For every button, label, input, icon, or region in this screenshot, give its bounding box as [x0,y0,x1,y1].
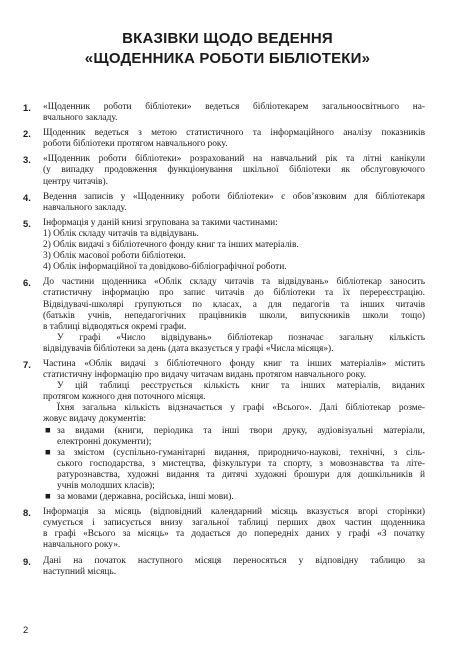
item-text [43,507,425,551]
bullet-text: за змістом (суспільно-гуманітарні видання, природничо-наукові, технічні, з сіль- [57,447,425,458]
text-line [43,492,425,503]
text-line: протягом кожного дня поточного місяця. [43,392,206,403]
list-item [23,128,425,150]
text-line: 3) Облік масової роботи бібліотеки. [43,251,186,262]
item-number: 5. [23,217,31,229]
list-item [23,556,425,578]
item-text [43,556,425,578]
text-line: роботи бібліотеки протягом навчального року. [43,139,228,150]
page-number: 2 [23,624,29,635]
text-line: До частини щоденника «Облік складу читачів та відвідувань» бібліотекар заносить [43,277,425,288]
text-line: Інформація у даній книзі згрупована за такими частинами: [43,217,278,228]
text-line: електронні документи); [57,436,152,447]
text-line: учнів молодших класів); [57,481,155,491]
text-line: сумується і записується внизу загальної таблиці перших двох частин щоденника [43,518,425,529]
item-number: 7. [23,358,31,370]
text-line: У цій таблиці реєструється кількість книг та інших матеріалів, виданих [57,381,425,392]
item-text [43,277,425,355]
text-line: Дані на початок наступного місяця переносяться у відповідну таблицю за [43,555,425,566]
list-item [23,154,425,187]
text-line: відвідувачів бібліотеки за день (дата вказується у графі «Числа місяця»). [43,343,334,354]
text-line: навчального закладу. [43,202,127,213]
item-text [43,218,425,273]
list-item [23,359,425,503]
item-number: 9. [23,555,31,567]
item-number: 2. [23,128,31,140]
text-line: статистичну інформацію про видачу читачам видань протягом навчального року. [43,370,367,381]
text-line: У графі «Число відвідувань» бібліотекар позначає загальну кількість [57,332,425,343]
text-line: в таблиці відводяться окремі графи. [43,321,187,332]
text-line: 2) Облік видачі з бібліотечного фонду книг та інших матеріалів. [43,240,299,251]
text-line [43,448,425,459]
item-text [43,128,425,150]
text-line: Частина «Облік видачі з бібліотечного фонду книг та інших матеріалів» містить [43,358,425,369]
item-number: 8. [23,507,31,519]
list-item [23,218,425,273]
text-line: (батьків учнів, непедагогічних працівників школи, випускників школи тощо) [43,310,425,321]
text-line: навчального року». [43,540,121,551]
item-number: 3. [23,154,31,166]
item-text [43,192,425,214]
bullet-icon: ■ [45,447,51,458]
item-text [43,154,425,187]
text-line: 1) Облік складу читачів та відвідувань. [43,228,199,239]
text-line: Їхня загальна кількість відзначається у графі «Всього». Далі бібліотекар розме- [57,403,425,414]
list-item [23,192,425,214]
list-item [23,102,425,124]
text-line: жовує видачу документів: [43,414,147,425]
item-number: 6. [23,277,31,289]
bullet-icon: ■ [45,492,51,503]
bullet-text: за видами (книги, періодика та інші твори друку, аудіовізуальні матеріали, [57,425,425,436]
list-item [23,507,425,551]
text-line [43,426,425,437]
text-line: ратурознавства, художні видання та дитячі художні брошури для дошкільників й [57,469,425,480]
text-line: центру читачів). [43,176,108,187]
text-line: в графі «Всього за місяць» та додається до попередніх даних у графі «З початку [43,529,425,540]
page-title-line-2: «ЩОДЕННИКА РОБОТИ БІБЛІОТЕКИ» [84,50,371,67]
text-line: Інформація за місяць (відповідний календарний місяць вказується вгорі сторінки) [43,507,425,518]
text-line: «Щоденник роботи бібліотеки» ведеться бібліотекарем загальноосвітнього на- [43,102,425,112]
text-line: наступний місяць. [43,566,117,577]
text-line: Щоденник ведеться з метою статистичного та інформаційного аналізу показників [43,128,425,139]
bullet-icon: ■ [45,425,51,436]
page-title-line-1: ВКАЗІВКИ ЩОДО ВЕДЕННЯ [122,30,333,47]
text-line: 4) Облік інформаційної та довідково-бібліографічної роботи. [43,262,287,273]
item-text [43,359,425,503]
item-number: 4. [23,191,31,203]
text-line: ського господарства, з мистецтва, фізкультури та спорту, з мовознавства та літе- [57,458,425,469]
instructions-list [23,102,425,582]
text-line: статистичну інформацію про запис читачів до бібліотеки та їх перереєстрацію. [43,288,425,299]
text-line: Відвідувачі-школярі групуються по класах, а для педагогів та інших читачів [43,299,425,310]
item-text [43,102,425,124]
item-number: 1. [23,102,31,113]
text-line: вчального закладу. [43,113,118,124]
list-item [23,277,425,355]
text-line: «Щоденник роботи бібліотеки» розрахований на навчальний рік та літні канікули [43,154,425,165]
text-line: Ведення записів у «Щоденнику роботи бібліотеки» є обов’язковим для бібліотекаря [43,191,425,202]
text-line: (у випадку продовження функціонування шкільної бібліотеки як обслуговуючого [43,165,425,176]
bullet-text: за мовами (державна, російська, інші мови). [57,492,234,503]
